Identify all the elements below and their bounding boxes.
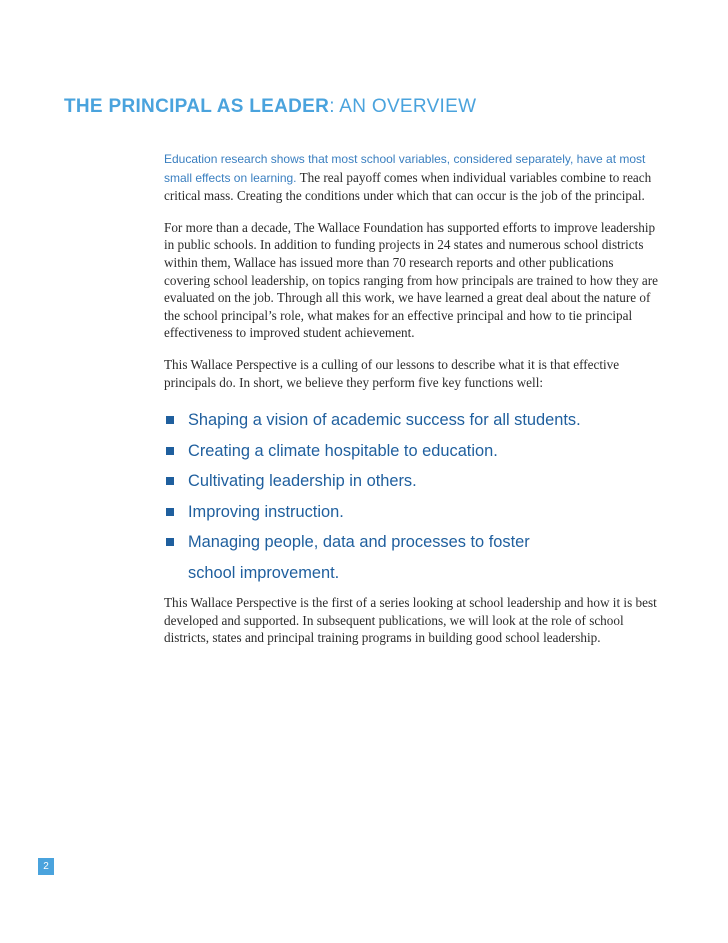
history-paragraph: For more than a decade, The Wallace Foundation has supported efforts to improve leadership in public schools. In addition to funding projects in 24 states and numerous school districts within them, Wallace has issued more than 70 research reports and other publications covering school leadership, on topics ranging from how principals are trained to how they are evaluated on the job. Through all this work, we have learned a great deal about the nature of the school principal’s role, what makes for an effective principal and how to tie principal effectiveness to improved student achievement. xyxy=(164,219,659,341)
square-bullet-icon xyxy=(166,508,174,516)
key-functions-list xyxy=(164,405,659,588)
function-label: Shaping a vision of academic success for all students. xyxy=(188,411,581,430)
function-label: Managing people, data and processes to foster xyxy=(188,533,530,552)
page-title-main: THE PRINCIPAL AS LEADER xyxy=(64,96,330,117)
page-title-sub: : AN OVERVIEW xyxy=(329,96,477,117)
intro-paragraph xyxy=(164,150,659,205)
square-bullet-icon xyxy=(166,538,174,546)
square-bullet-icon xyxy=(166,416,174,424)
function-label-continued: school improvement. xyxy=(188,563,340,582)
functions-intro-paragraph: This Wallace Perspective is a culling of our lessons to describe what it is that effective principals do. In short, we believe they perform five key functions well: xyxy=(164,356,620,390)
intro-lead: Education research shows that most school variables, considered separately, have at most small effects on learning. xyxy=(164,152,646,185)
function-label: Creating a climate hospitable to education. xyxy=(188,441,498,460)
function-item xyxy=(164,405,659,436)
function-item xyxy=(164,527,659,588)
intro-rest: The real payoff comes when individual variables combine to reach critical mass. Creating the conditions under which that can occur is the job of the principal. xyxy=(164,169,652,204)
series-paragraph: This Wallace Perspective is the first of a series looking at school leadership and how it is best developed and supported. In subsequent publications, we will look at the role of school districts, states and principal training programs in building good school leadership. xyxy=(164,595,657,646)
function-item xyxy=(164,466,659,497)
function-item xyxy=(164,436,659,467)
square-bullet-icon xyxy=(166,477,174,485)
square-bullet-icon xyxy=(166,447,174,455)
article-body xyxy=(164,150,659,661)
page-title xyxy=(64,96,476,118)
page-number-badge: 2 xyxy=(38,858,54,875)
function-item xyxy=(164,497,659,528)
function-label: Improving instruction. xyxy=(188,502,344,521)
function-label: Cultivating leadership in others. xyxy=(188,472,417,491)
